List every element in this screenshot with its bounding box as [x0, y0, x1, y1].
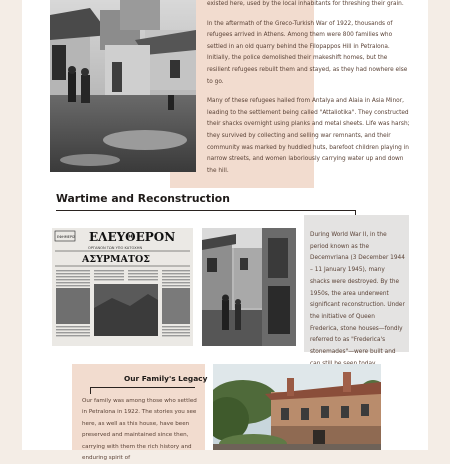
wartime-heading-rule [56, 210, 356, 211]
newspaper-subtitle: ΟΡΓΑΝΟΝ ΤΩΝ ΥΠΟ ΚΑΤΟΧΗΝ [88, 246, 143, 250]
intro-text-block [207, 0, 412, 177]
wartime-text: During World War II, in the period known as the Decemvriana (3 December 1944 – 11 January 1945), many shacks were destroyed. By the 1950s, the area underwent significant reconstruction. Under the initiative of Queen Frederica, stone houses—fondly referred to as "Frederica's stonemades"—were built and [310, 232, 405, 356]
intro-paragraph-1: In the aftermath of the Greco-Turkish War of 1922, thousands of refugees arrived in Athens. Among them were 800 families who settled in an old quarry behind the Filopappos Hill in Petralona. Initially, the police demolished their makeshift homes, but the resilient refugees rebuilt them and stayed, as they had nowhere else to go. [207, 20, 408, 85]
wartime-heading: Wartime and Reconstruction [56, 192, 230, 205]
intro-paragraph-0: existed here, used by the local inhabitants for threshing their grain. [207, 1, 404, 7]
legacy-heading-rule [90, 387, 195, 388]
newspaper-photo [52, 228, 193, 346]
legacy-text: Our family was among those who settled in Petralona in 1922. The stories you see here, as well as this house, have been preserved and maintained since then, carrying with them the rich history and enduring spirit of [82, 398, 197, 462]
legacy-heading-rule-tick [90, 387, 91, 394]
page [22, 0, 428, 462]
legacy-heading: Our Family's Legacy [124, 374, 208, 383]
newspaper-masthead: ΕΛΕΥΘΕΡΟΝ [89, 230, 176, 244]
family-house-photo [213, 364, 381, 450]
newspaper-small-label: ΕΦΗΜΕΡΙΣ [57, 235, 76, 239]
stone-houses-photo [202, 228, 296, 346]
refugee-settlement-photo [50, 0, 196, 172]
intro-paragraph-2: Many of these refugees hailed from Antalya and Alaia in Asia Minor, leading to the settlement being called "Attaliotika". They constructed their shacks overnight using planks and metal sheets. Life was harsh; they survived by collecting and selling war remnants, and their community was marked by huddled huts, barefoot children playing in narrow streets, and women laboriously carrying water up and down the hill. [207, 98, 410, 174]
newspaper-headline: ΑΣΥΡΜΑΤΟΣ [82, 254, 150, 265]
